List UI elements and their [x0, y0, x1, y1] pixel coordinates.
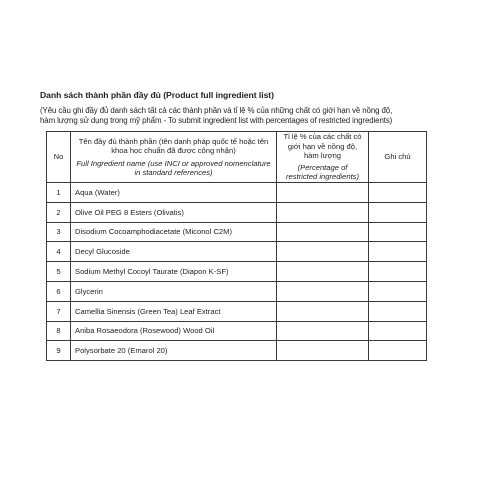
table-row: [47, 262, 427, 282]
table-row: [47, 202, 427, 222]
note-cell: [369, 222, 427, 242]
instruction-note-line-1: (Yêu cầu ghi đầy đủ danh sách tất cả các thành phần và tỉ lệ % của những chất có giới hạn về nồng độ,: [40, 106, 393, 115]
ingredient-name-cell: Glycerin: [71, 281, 277, 301]
table-header-row: [47, 132, 427, 183]
header-note: Ghi chú: [369, 132, 427, 183]
percentage-cell: [277, 242, 369, 262]
ingredient-name-cell: Camellia Sinensis (Green Tea) Leaf Extract: [71, 301, 277, 321]
note-cell: [369, 202, 427, 222]
row-number: 7: [47, 301, 71, 321]
row-number: 5: [47, 262, 71, 282]
row-number: 9: [47, 341, 71, 361]
ingredient-name-cell: Disodium Cocoamphodiacetate (Miconol C2M): [71, 222, 277, 242]
header-percentage-en: (Percentage of restricted ingredients): [285, 163, 360, 182]
ingredient-name-cell: Polysorbate 20 (Emarol 20): [71, 341, 277, 361]
table-row: [47, 321, 427, 341]
header-percentage-vi: Tỉ lệ % của các chất có giới hạn về nồng độ, hàm lượng: [283, 132, 362, 160]
ingredient-name-cell: Decyl Glucoside: [71, 242, 277, 262]
percentage-cell: [277, 281, 369, 301]
row-number: 6: [47, 281, 71, 301]
ingredient-name-cell: Olive Oil PEG 8 Esters (Olivatis): [71, 202, 277, 222]
note-cell: [369, 301, 427, 321]
ingredient-name-cell: Aniba Rosaeodora (Rosewood) Wood Oil: [71, 321, 277, 341]
percentage-cell: [277, 262, 369, 282]
ingredient-list-document: [38, 90, 448, 361]
percentage-cell: [277, 301, 369, 321]
note-cell: [369, 321, 427, 341]
row-number: 2: [47, 202, 71, 222]
note-cell: [369, 281, 427, 301]
note-cell: [369, 262, 427, 282]
table-row: [47, 301, 427, 321]
document-heading: Danh sách thành phần đầy đủ (Product full ingredient list): [40, 90, 274, 100]
header-percentage: [277, 132, 369, 183]
percentage-cell: [277, 222, 369, 242]
table-row: [47, 341, 427, 361]
row-number: 4: [47, 242, 71, 262]
note-cell: [369, 183, 427, 203]
header-ingredient-name-vi: Tên đầy đủ thành phần (tên danh pháp quốc tế hoặc tên khoa học chuẩn đã được công nhận): [78, 137, 269, 156]
percentage-cell: [277, 202, 369, 222]
header-no: No: [47, 132, 71, 183]
percentage-cell: [277, 321, 369, 341]
note-cell: [369, 341, 427, 361]
percentage-cell: [277, 183, 369, 203]
header-ingredient-name: [71, 132, 277, 183]
table-row: [47, 183, 427, 203]
ingredient-table: [46, 131, 427, 361]
note-cell: [369, 242, 427, 262]
instruction-note-line-2: hàm lượng sử dụng trong mỹ phẩm - To submit ingredient list with percentages of restricted ingredients): [40, 116, 393, 125]
row-number: 1: [47, 183, 71, 203]
row-number: 3: [47, 222, 71, 242]
row-number: 8: [47, 321, 71, 341]
ingredient-name-cell: Aqua (Water): [71, 183, 277, 203]
table-row: [47, 242, 427, 262]
header-ingredient-name-en: Full Ingredient name (use INCI or approved nomenclature in standard references): [76, 158, 271, 177]
percentage-cell: [277, 341, 369, 361]
table-row: [47, 281, 427, 301]
table-row: [47, 222, 427, 242]
instruction-note: [40, 106, 448, 126]
ingredient-name-cell: Sodium Methyl Cocoyl Taurate (Diapon K-SF): [71, 262, 277, 282]
